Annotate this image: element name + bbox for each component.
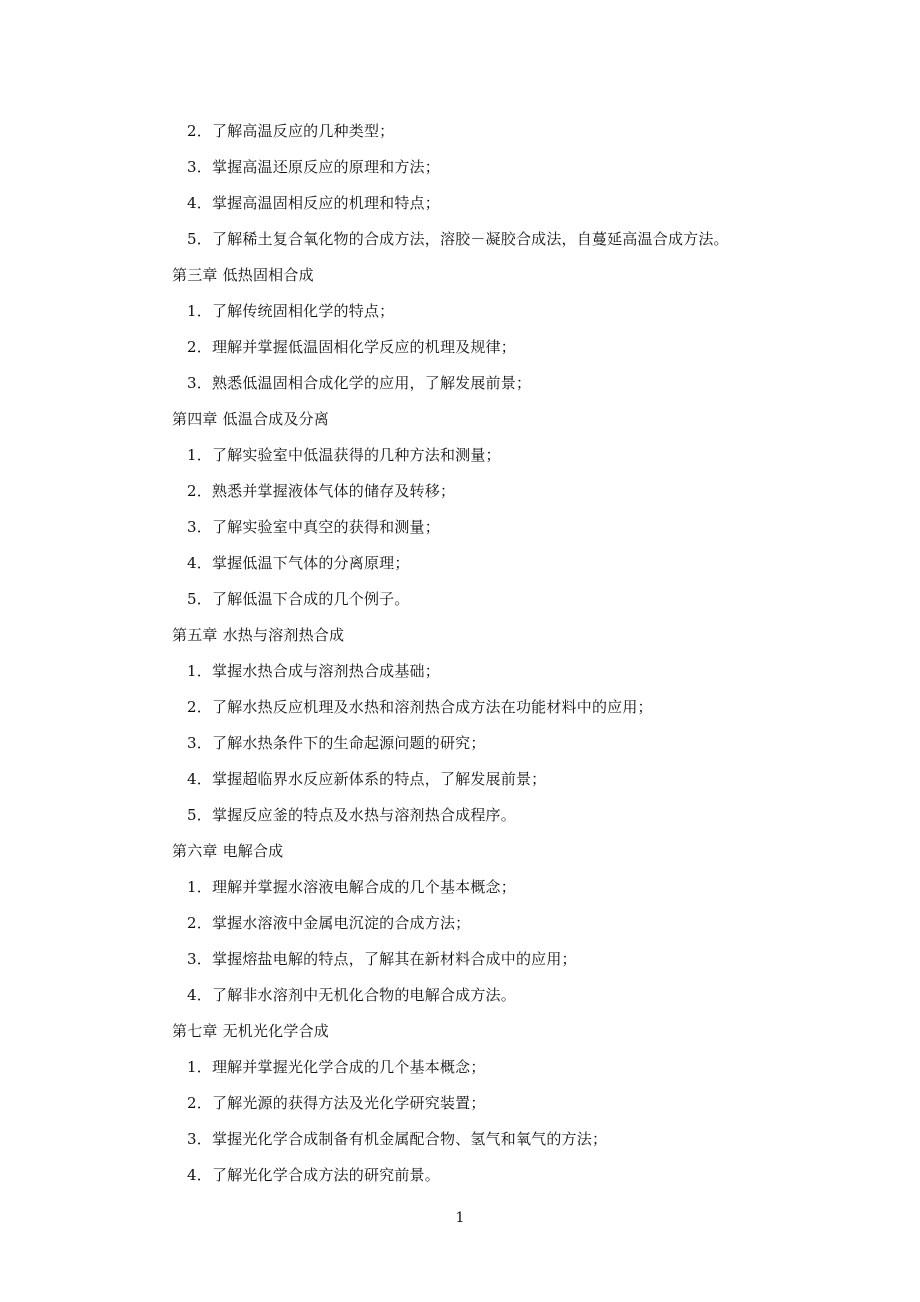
list-item: 3．了解实验室中真空的获得和测量； [187,518,440,536]
list-item: 2．了解光源的获得方法及光化学研究装置； [187,1094,486,1112]
list-item: 1．了解实验室中低温获得的几种方法和测量； [187,446,501,464]
list-item: 4．掌握超临界水反应新体系的特点，了解发展前景； [187,770,547,788]
list-item: 3．掌握光化学合成制备有机金属配合物、氢气和氧气的方法； [187,1130,608,1148]
list-item: 5．了解稀土复合氧化物的合成方法，溶胶－凝胶合成法，自蔓延高温合成方法。 [187,230,729,248]
list-item: 1．理解并掌握光化学合成的几个基本概念； [187,1058,486,1076]
list-item: 3．熟悉低温固相合成化学的应用，了解发展前景； [187,374,532,392]
chapter-heading: 第五章 水热与溶剂热合成 [172,626,345,644]
list-item: 2．了解水热反应机理及水热和溶剂热合成方法在功能材料中的应用； [187,698,653,716]
list-item: 2．熟悉并掌握液体气体的储存及转移； [187,482,456,500]
chapter-heading: 第三章 低热固相合成 [172,266,314,284]
list-item: 4．掌握低温下气体的分离原理； [187,554,410,572]
list-item: 5．了解低温下合成的几个例子。 [187,590,410,608]
document-body [172,113,812,1193]
list-item: 3．掌握高温还原反应的原理和方法； [187,158,440,176]
list-item: 4．了解非水溶剂中无机化合物的电解合成方法。 [187,986,516,1004]
list-item: 2．掌握水溶液中金属电沉淀的合成方法； [187,914,471,932]
list-item: 4．掌握高温固相反应的机理和特点； [187,194,440,212]
list-item: 1．掌握水热合成与溶剂热合成基础； [187,662,440,680]
chapter-heading: 第七章 无机光化学合成 [172,1022,329,1040]
list-item: 3．掌握熔盐电解的特点，了解其在新材料合成中的应用； [187,950,577,968]
list-item: 1．了解传统固相化学的特点； [187,302,395,320]
page-number: 1 [455,1210,465,1226]
chapter-heading: 第六章 电解合成 [172,842,284,860]
list-item: 2．理解并掌握低温固相化学反应的机理及规律； [187,338,516,356]
chapter-heading: 第四章 低温合成及分离 [172,410,329,428]
list-item: 2．了解高温反应的几种类型； [187,122,395,140]
list-item: 1．理解并掌握水溶液电解合成的几个基本概念； [187,878,516,896]
list-item: 4．了解光化学合成方法的研究前景。 [187,1166,440,1184]
list-item: 3．了解水热条件下的生命起源问题的研究； [187,734,486,752]
list-item: 5．掌握反应釜的特点及水热与溶剂热合成程序。 [187,806,516,824]
